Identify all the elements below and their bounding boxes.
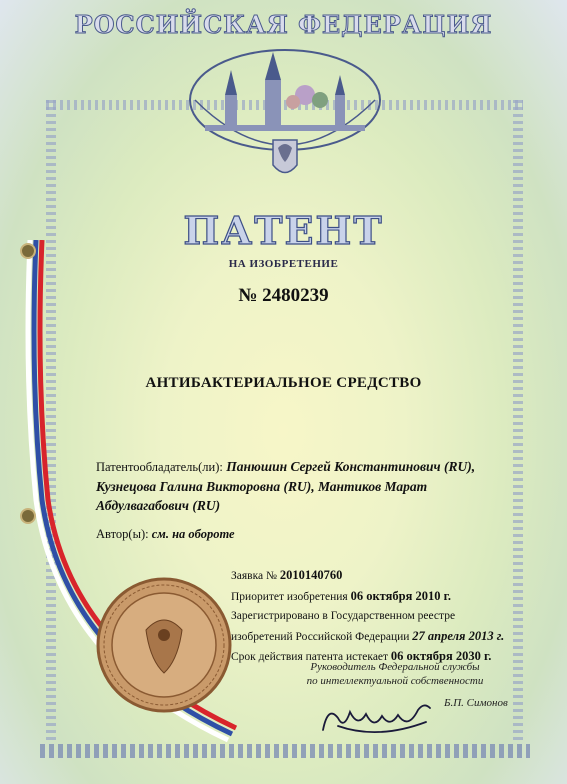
registered-date: 27 апреля 2013 г.: [412, 628, 505, 643]
document-subtype: НА ИЗОБРЕТЕНИЕ: [228, 258, 339, 270]
eyelet-bottom: [20, 508, 36, 524]
priority-date: 06 октября 2010 г.: [350, 588, 452, 603]
signatory-name: Б.П. Симонов: [444, 697, 508, 709]
country-header: РОССИЙСКАЯ ФЕДЕРАЦИЯ: [74, 10, 493, 39]
priority-row: [231, 587, 531, 608]
application-number: 2010140760: [279, 568, 343, 582]
eyelet-top: [20, 243, 36, 259]
signatory-line-1: Руководитель Федеральной службы: [310, 661, 480, 673]
holders-line-3: Абдулвагабович (RU): [96, 498, 221, 513]
kremlin-emblem-icon: [185, 40, 385, 200]
handwritten-signature: [318, 700, 438, 740]
application-label: Заявка №: [231, 570, 277, 582]
authors-value: см. на обороте: [151, 527, 235, 541]
application-row: [231, 566, 531, 587]
official-seal: [94, 575, 234, 715]
expires-label: Срок действия патента истекает: [231, 651, 389, 663]
registered-row: [231, 627, 531, 648]
authors-label: Автор(ы):: [96, 527, 149, 541]
holders-line-2: Кузнецова Галина Викторовна (RU), Мантиков Марат: [96, 479, 428, 494]
patent-number: № 2480239: [238, 285, 329, 306]
document-type: ПАТЕНТ: [183, 208, 384, 253]
priority-label: Приоритет изобретения: [231, 590, 348, 603]
signatory-line-2: по интеллектуальной собственности: [306, 675, 484, 687]
invention-title: АНТИБАКТЕРИАЛЬНОЕ СРЕДСТВО: [145, 375, 422, 391]
signatory-title: [295, 660, 495, 688]
registered-label-1: Зарегистрировано в Государственном реестре: [231, 610, 456, 622]
holders-label: Патентообладатель(ли):: [96, 460, 223, 474]
expires-date: 06 октября 2030 г.: [390, 649, 492, 663]
registration-details: [231, 566, 531, 668]
registered-label-2: изобретений Российской Федерации: [231, 630, 410, 643]
holders-line-1: Панюшин Сергей Константинович (RU),: [226, 459, 476, 474]
